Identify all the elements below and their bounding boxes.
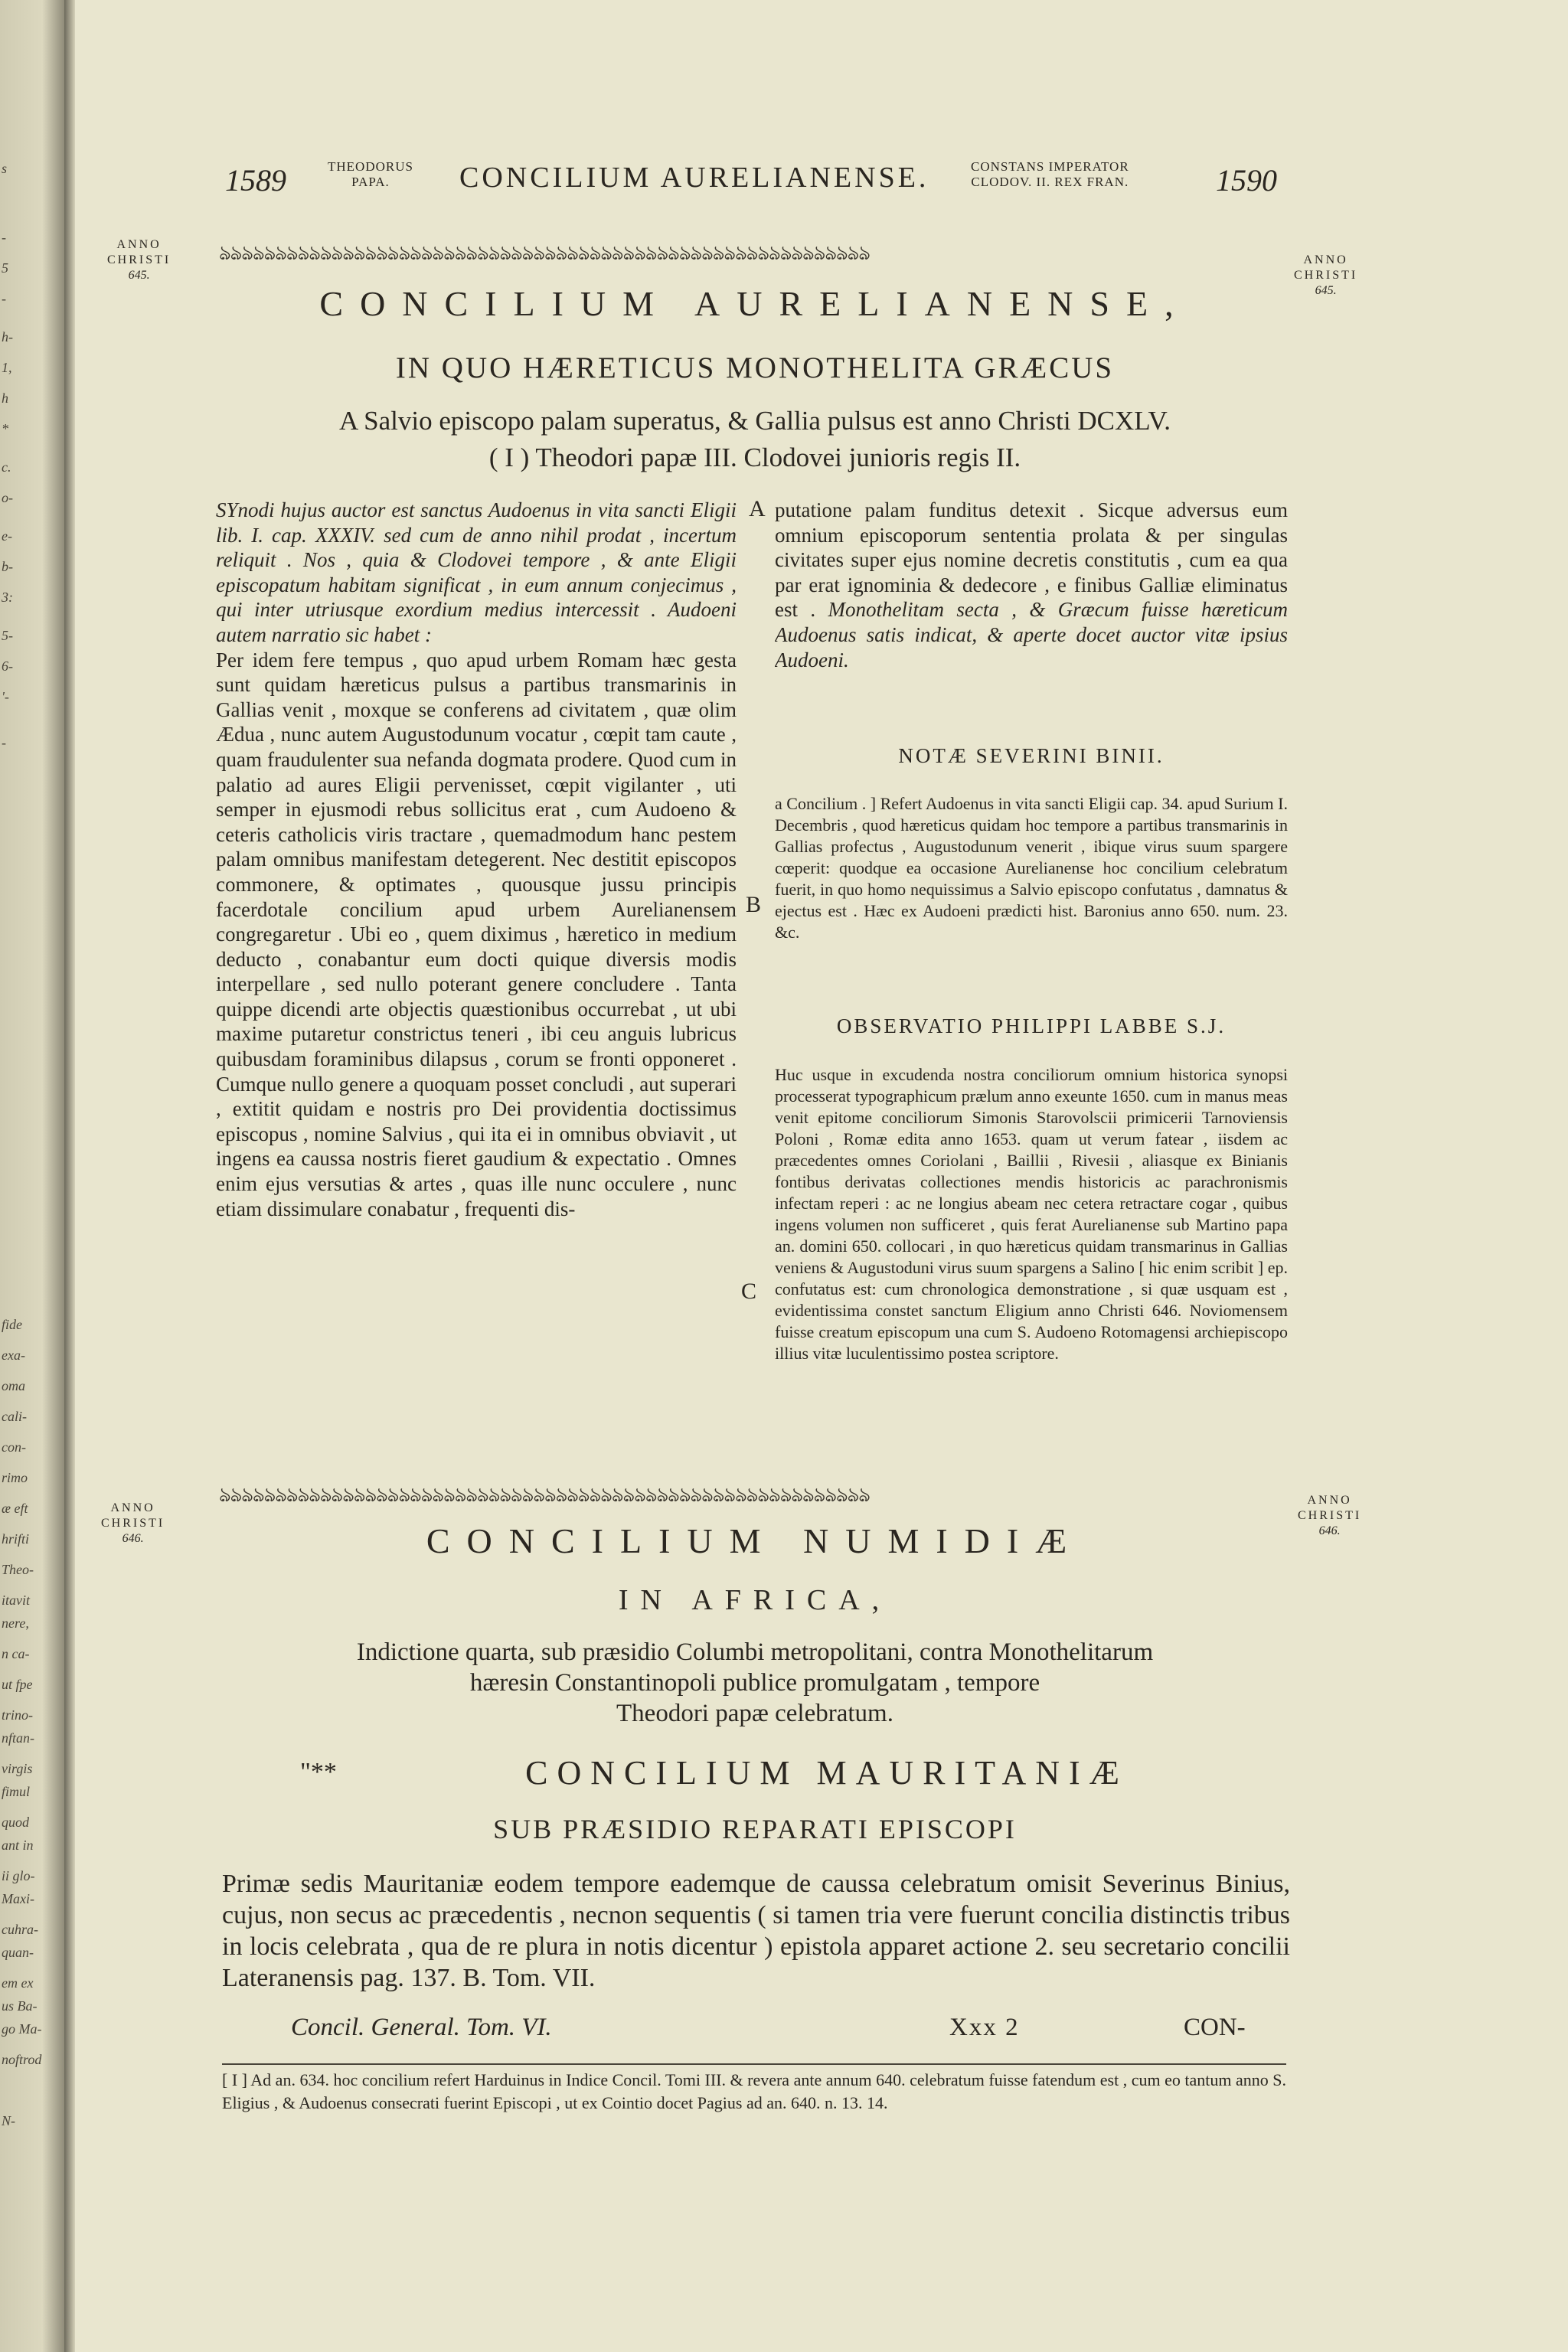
header-right-line-2: CLODOV. II. REX FRAN. — [971, 175, 1129, 189]
page-number-right: 1590 — [1216, 163, 1277, 198]
signature-left: Concil. General. Tom. VI. — [291, 2014, 552, 2041]
facing-page-fragment: exa- — [2, 1348, 25, 1363]
council-3-title: CONCILIUM MAURITANIÆ — [525, 1754, 1129, 1792]
facing-page-fragment: ut fpe — [2, 1677, 33, 1692]
facing-page-fragment: 6- — [2, 658, 13, 674]
facing-page-fragment: ii glo- — [2, 1868, 35, 1883]
facing-page-fragment: fimul — [2, 1784, 31, 1799]
facing-page-fragment: - — [2, 735, 6, 750]
footnote: [ I ] Ad an. 634. hoc concilium refert Harduinus in Indice Concil. Tomi III. & revera ante annum 640. celebratum fuisse fatendum est , cum eo tantum anno S. Eligius , & Audoenus consecrati fuerint Episcopi , ut ex Cointio docet Pagius ad an. 640. n. 13. 14. — [222, 2070, 1286, 2112]
facing-page-fragment: virgis — [2, 1761, 33, 1776]
facing-page-fragment: h — [2, 390, 8, 406]
facing-page-fragment: 3: — [2, 590, 13, 605]
council-3-text: Primæ sedis Mauritaniæ eodem tempore eademque de caussa celebratum omisit Severinus Binius, cujus, non secus ac præcedentis , necnon sequentis ( si tamen tria vere fuerunt concilia distinctis tribus in locis celebrata , qua de re plura in notis dicentur ) epistola apparet actione 2. seu secretario concilii Lateranensis pag. 137. B. Tom. VII. — [222, 1870, 1290, 1992]
facing-page-fragment: Maxi- — [2, 1891, 34, 1906]
right-column-italic: Monothelitam secta , & Græcum fuisse hæreticum Audoenus satis indicat, & aperte docet auctor vitæ ipsius Audoeni. — [775, 598, 1288, 671]
council-2-desc-2: hæresin Constantinopoli publice promulgatam , tempore — [469, 1669, 1040, 1697]
anno-label: ANNO — [1303, 253, 1348, 266]
left-column-intro: SYnodi hujus auctor est sanctus Audoenus in vita sancti Eligii lib. I. cap. XXXIV. sed cum de anno nihil prodat , incertum reliquit . Nos , quia & Clodovei tempore , & ante Eligii episcopatum habitam significat , in eum annum conjecimus , qui inter utriusque exordium medius intercessit . Audoeni autem narratio sic habet : — [216, 498, 737, 646]
header-left-line-2: PAPA. — [351, 175, 390, 189]
facing-page-fragment: - — [2, 230, 6, 245]
anno-year: 645. — [128, 269, 150, 282]
anno-year: 646. — [122, 1532, 144, 1545]
header-right-small — [971, 159, 1129, 190]
anno-label: ANNO — [116, 238, 162, 251]
facing-page-fragment: * — [2, 421, 8, 436]
left-column — [216, 498, 737, 1470]
anno-year: 645. — [1315, 284, 1337, 297]
facing-page-fragment: n ca- — [2, 1646, 30, 1661]
christi-label: CHRISTI — [1298, 1509, 1362, 1522]
facing-page-fragment: 5 — [2, 260, 8, 276]
facing-page-fragment: nere, — [2, 1615, 29, 1631]
ornamental-rule-1: ঌঌঌঌঌঌঌঌঌঌঌঌঌঌঌঌঌঌঌঌঌঌঌঌঌঌঌঌঌঌঌঌঌঌঌঌঌঌঌঌঌঌঌঌঌঌঌঌঌঌঌঌঌঌঌঌঌঌ — [219, 243, 870, 263]
facing-page-fragment: æ eft — [2, 1501, 28, 1516]
notes-heading: NOTÆ SEVERINI BINII. — [898, 744, 1165, 767]
margin-letter-b: B — [746, 892, 762, 917]
council-2-subtitle: IN AFRICA, — [618, 1584, 892, 1616]
facing-page-fragment: - — [2, 291, 6, 306]
council-3-subtitle: SUB PRÆSIDIO REPARATI EPISCOPI — [493, 1814, 1017, 1844]
christi-label: CHRISTI — [1294, 269, 1358, 282]
header-right-line-1: CONSTANS IMPERATOR — [971, 159, 1129, 174]
right-column-text — [775, 498, 1288, 716]
facing-page-fragment: c. — [2, 459, 11, 475]
council-2-desc-3: Theodori papæ celebratum. — [616, 1700, 893, 1727]
left-column-narration: Per idem fere tempus , quo apud urbem Romam hæc gesta sunt quidam hæreticus pulsus a partibus transmarinis in Gallias venit , moxque se conferens ad civitatem , quæ olim Ædua , nunc autem Augustodunum vocatur , cœpit tam caute , quam fraudulenter sua nefanda dogmata prodere. Quod cum in palatio ad aures Eligii pervenisset, cœpit vigilanter , uti semper in ejusmodi rebus sollicitus erat , cum Audoeno & ceteris catholicis viris tractare , quemadmodum hanc pestem palam omnibus manifestam detegerent. Nec destitit episcopos commonere, & optimates , quousque jussu principis facerdotale concilium apud urbem Aurelianensem congregaretur . Ubi eo , quem diximus , hæretico in medium deducto , conabantur eum docti quique diversis modis interpellare , sed nullo poterant genere concludere . Tanta quippe dicendi arte objectis quæstionibus occurrebat , ut ubi maxime putaretur constrictus teneri , ibi ceu anguis lubricus quibusdam foraminibus dilapsus , corum se fronti opponeret . Cumque nullo genere a quoquam posset concludi , aut superari , extitit quidam e nostris pro Dei providentia doctissimus episcopus , nomine Salvius , qui ita ei in omnibus obviavit , ut ingens ea caussa nostris fieret gaudium & expectatio . Omnes enim ejus versutias & artes , quas ille nunc occulere , nunc etiam dissimulare conabatur , frequenti dis- — [216, 648, 737, 1220]
facing-page-fragment: cuhra- — [2, 1922, 38, 1937]
council-3-marker: "** — [300, 1758, 337, 1786]
facing-page-fragment: trino- — [2, 1707, 34, 1723]
facing-page-fragment: itavit — [2, 1592, 30, 1608]
facing-page-fragment: 1, — [2, 360, 12, 375]
notes-text: a Concilium . ] Refert Audoenus in vita sancti Eligii cap. 34. apud Surium I. Decembris , quod hæreticus quidam hoc tempore a partibus transmarinis in Gallias profectus , Augustodunum venerit , ibique virus suum spargere cœperit: quodque ea occasione Aurelianense hoc concilium celebratum fuerit, in quo homo nequissimus a Salvio episcopo confutatus , damnatus & ejectus est . Hæc ex Audoeni prædicti hist. Baronius anno 650. num. 23. &c. — [775, 794, 1288, 942]
council-1-line-2: ( I ) Theodori papæ III. Clodovei junioris regis II. — [488, 443, 1021, 472]
christi-label: CHRISTI — [101, 1517, 165, 1530]
margin-letter-c: C — [741, 1279, 757, 1304]
christi-label: CHRISTI — [107, 253, 172, 266]
facing-page-fragment: noftrod — [2, 2052, 42, 2067]
council-1-subtitle: IN QUO HÆRETICUS MONOTHELITA GRÆCUS — [395, 351, 1115, 384]
book-spine-shadow — [64, 0, 75, 2352]
anno-year: 646. — [1318, 1524, 1341, 1537]
facing-page-gutter — [0, 0, 70, 2352]
facing-page-fragment: quan- — [2, 1945, 34, 1960]
facing-page-fragment: quod — [2, 1815, 29, 1830]
facing-page-fragment: con- — [2, 1439, 26, 1455]
council-1-line-1: A Salvio episcopo palam superatus, & Gallia pulsus est anno Christi DCXLV. — [339, 406, 1171, 436]
anno-label: ANNO — [1307, 1494, 1352, 1507]
facing-page-fragment: us Ba- — [2, 1998, 38, 2014]
facing-page-fragment: ant in — [2, 1838, 34, 1853]
anno-christi-right-1 — [1294, 253, 1357, 299]
ornamental-rule-2: ঌঌঌঌঌঌঌঌঌঌঌঌঌঌঌঌঌঌঌঌঌঌঌঌঌঌঌঌঌঌঌঌঌঌঌঌঌঌঌঌঌঌঌঌঌঌঌঌঌঌঌঌঌঌঌঌঌঌ — [219, 1485, 870, 1505]
facing-page-fragment: fide — [2, 1317, 22, 1332]
facing-page-fragment: hrifti — [2, 1531, 30, 1547]
facing-page-fragment: cali- — [2, 1409, 27, 1424]
council-2-desc-1: Indictione quarta, sub præsidio Columbi metropolitani, contra Monothelitarum — [356, 1638, 1154, 1666]
observatio-heading: OBSERVATIO PHILIPPI LABBE S.J. — [836, 1014, 1227, 1037]
facing-page-fragment: e- — [2, 528, 12, 544]
facing-page-fragment: go Ma- — [2, 2021, 42, 2037]
facing-page-fragment: N- — [2, 2113, 15, 2128]
council-1-title: CONCILIUM AURELIANENSE, — [319, 284, 1191, 323]
observatio-text: Huc usque in excudenda nostra conciliorum omnium historica synopsi processerat typographicum prælum anno exeunte 1650. cum in manus meas venit epitome conciliorum Simonis Starovolscii primicerii Tarnoviensis Poloni , Romæ edita anno 1653. quam ut verum fatear , iisdem ac præcedentes omnes Coriolani , Baillii , Rivesii , aliasque ex Binianis fontibus derivatas collectiones mendis historicis ac parachronismis infectam reperi : ac ne longius abeam nec cetera retractare cogar , quibus ingens volumen non sufficeret , quis ferat Aurelianense sub Martino papa an. domini 650. collocari , in quo hæreticus quidam transmarinus in Gallias veniens & Augustoduni virus suum spargens a Salino [ hic enim scribit ] ep. confutatus est: cum chronologica demonstratione , si quæ usquam est , evidentissima constet sanctum Eligium anno Christi 646. Noviomensem fuisse creatum episcopum una cum S. Audoeno Rotomagensi archiepiscopo illius vitæ luculentissimo postea scriptore. — [775, 1065, 1288, 1363]
margin-letter-a: A — [749, 496, 766, 521]
anno-christi-left-1 — [107, 237, 171, 283]
header-left-line-1: THEODORUS — [328, 159, 413, 174]
page-number-left: 1589 — [225, 163, 286, 198]
facing-page-fragment: s — [2, 161, 8, 176]
facing-page-fragment: 5- — [2, 628, 13, 643]
facing-page-fragment: Theo- — [2, 1562, 34, 1577]
facing-page-fragment: b- — [2, 559, 13, 574]
catchword: CON- — [1184, 2014, 1246, 2041]
facing-page-fragment: oma — [2, 1378, 25, 1393]
council-2-title: CONCILIUM NUMIDIÆ — [426, 1521, 1084, 1560]
right-column-continuation: putatione palam funditus detexit . Sicque adversus eum omnium episcoporum sententia prolata & per singulas civitates super ejus nomine decretis constitutis , cum ea qua par erat ignominia & dedecore , e finibus Galliæ eliminatus est . — [775, 498, 1288, 622]
anno-label: ANNO — [110, 1501, 155, 1514]
signature-mark: Xxx 2 — [949, 2014, 1020, 2041]
anno-christi-left-2 — [101, 1501, 165, 1547]
facing-page-fragment: em ex — [2, 1975, 34, 1991]
facing-page-fragment: rimo — [2, 1470, 28, 1485]
header-left-small — [328, 159, 413, 190]
running-title: CONCILIUM AURELIANENSE. — [459, 162, 929, 194]
facing-page-fragment: nftan- — [2, 1730, 34, 1746]
facing-page-fragment: '- — [2, 689, 9, 704]
footnote-rule — [222, 2063, 1286, 2065]
facing-page-fragment: h- — [2, 329, 13, 345]
anno-christi-right-2 — [1298, 1493, 1361, 1539]
facing-page-fragment: o- — [2, 490, 13, 505]
